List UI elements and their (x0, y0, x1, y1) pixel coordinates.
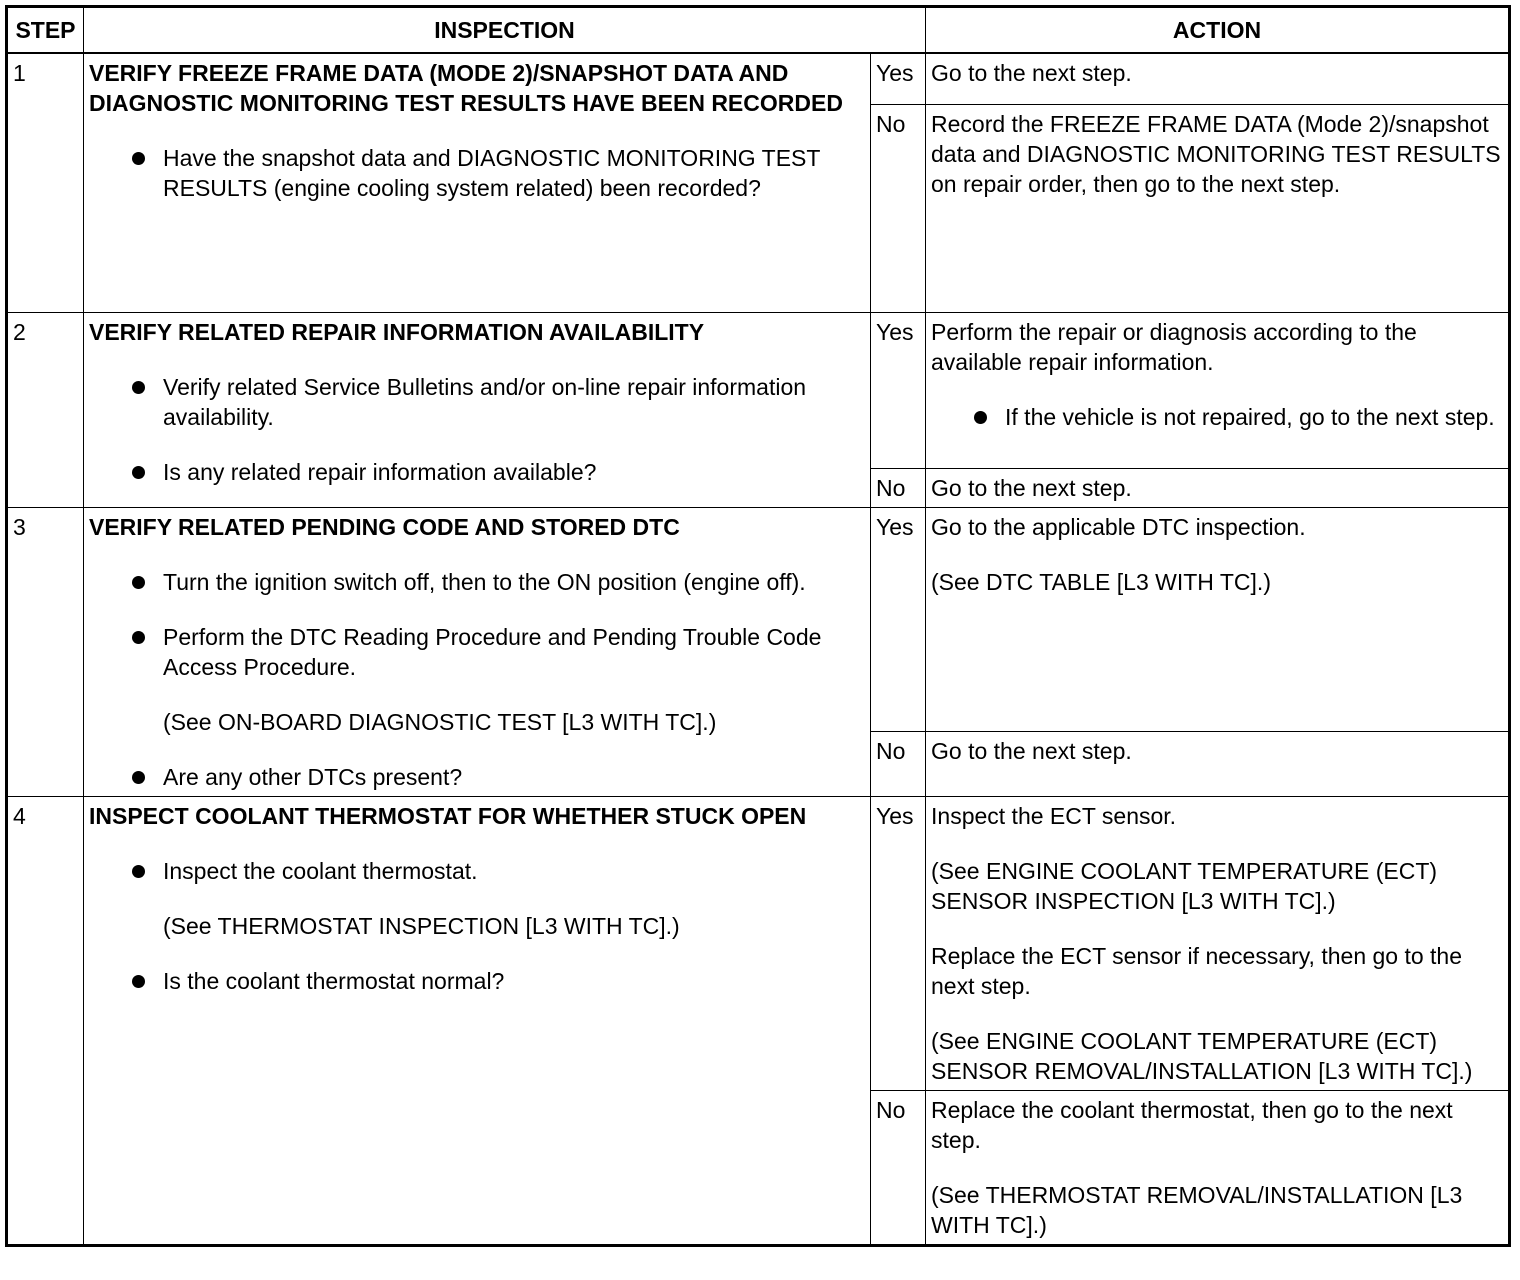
step-3-yes-ref: (See DTC TABLE [L3 WITH TC].) (931, 569, 1271, 595)
step-2-yes-bullet: If the vehicle is not repaired, go to the next step. (931, 402, 1503, 432)
step-3-bullet-2: Perform the DTC Reading Procedure and Pending Trouble Code Access Procedure. (89, 622, 865, 682)
step-4-yes-action-2: Replace the ECT sensor if necessary, then go to the next step. (931, 943, 1463, 999)
step-3-yes-action: Go to the applicable DTC inspection. (931, 514, 1306, 540)
step-4-yes-label: Yes (871, 797, 926, 1091)
step-2-number: 2 (7, 313, 84, 508)
step-4-yes-ref-2: (See ENGINE COOLANT TEMPERATURE (ECT) SENSOR REMOVAL/INSTALLATION [L3 WITH TC].) (931, 1028, 1473, 1084)
step-3-no-action: Go to the next step. (926, 732, 1510, 797)
step-4-no-action-cell (926, 1091, 1510, 1246)
step-4-yes-action: Inspect the ECT sensor. (931, 803, 1177, 829)
step-1-bullet-1: Have the snapshot data and DIAGNOSTIC MONITORING TEST RESULTS (engine cooling system related) been recorded? (89, 143, 865, 203)
step-3-yes-label: Yes (871, 508, 926, 732)
step-3-inspection (84, 508, 871, 797)
step-4-bullet-2: Is the coolant thermostat normal? (89, 966, 865, 996)
step-2-yes-label: Yes (871, 313, 926, 469)
step-4-inspection (84, 797, 871, 1246)
step-3-bullet-3: Are any other DTCs present? (89, 762, 865, 792)
step-1-no-action: Record the FREEZE FRAME DATA (Mode 2)/snapshot data and DIAGNOSTIC MONITORING TEST RESULTS on repair order, then go to the next step. (926, 105, 1510, 313)
step-1-yes-label: Yes (871, 53, 926, 105)
step-3-no-label: No (871, 732, 926, 797)
step-4-note: (See THERMOSTAT INSPECTION [L3 WITH TC].) (163, 913, 680, 939)
step-3-note: (See ON-BOARD DIAGNOSTIC TEST [L3 WITH TC].) (163, 709, 717, 735)
step-3-number: 3 (7, 508, 84, 797)
step-1-no-label: No (871, 105, 926, 313)
step-2-title: VERIFY RELATED REPAIR INFORMATION AVAILABILITY (89, 319, 705, 345)
step-4-no-label: No (871, 1091, 926, 1246)
step-1-yes-row (7, 53, 1510, 105)
step-4-yes-row (7, 797, 1510, 1091)
diagnostic-table (5, 5, 1511, 1247)
step-4-no-action: Replace the coolant thermostat, then go to the next step. (931, 1097, 1453, 1153)
step-2-inspection (84, 313, 871, 508)
step-4-yes-action-cell (926, 797, 1510, 1091)
header-step: STEP (7, 7, 84, 54)
step-3-title: VERIFY RELATED PENDING CODE AND STORED DTC (89, 514, 680, 540)
step-3-yes-row (7, 508, 1510, 732)
step-3-bullet-1: Turn the ignition switch off, then to the ON position (engine off). (89, 567, 865, 597)
step-1-yes-action: Go to the next step. (926, 53, 1510, 105)
step-1-number: 1 (7, 53, 84, 313)
step-4-bullet-1: Inspect the coolant thermostat. (89, 856, 865, 886)
step-1-title: VERIFY FREEZE FRAME DATA (MODE 2)/SNAPSHOT DATA AND DIAGNOSTIC MONITORING TEST RESULTS HAVE BEEN RECORDED (89, 60, 843, 116)
step-2-no-action: Go to the next step. (926, 469, 1510, 508)
step-4-number: 4 (7, 797, 84, 1246)
step-4-no-ref: (See THERMOSTAT REMOVAL/INSTALLATION [L3 WITH TC].) (931, 1182, 1463, 1238)
step-4-yes-ref-1: (See ENGINE COOLANT TEMPERATURE (ECT) SENSOR INSPECTION [L3 WITH TC].) (931, 858, 1438, 914)
step-2-bullet-2: Is any related repair information available? (89, 457, 865, 487)
step-2-yes-action: Perform the repair or diagnosis according to the available repair information. (931, 319, 1417, 375)
step-1-inspection (84, 53, 871, 313)
step-2-yes-row (7, 313, 1510, 469)
step-2-bullet-1: Verify related Service Bulletins and/or on-line repair information availability. (89, 372, 865, 432)
step-4-title: INSPECT COOLANT THERMOSTAT FOR WHETHER STUCK OPEN (89, 803, 807, 829)
step-3-yes-action-cell (926, 508, 1510, 732)
header-inspection: INSPECTION (84, 7, 926, 54)
header-action: ACTION (926, 7, 1510, 54)
step-2-no-label: No (871, 469, 926, 508)
step-2-yes-action-cell (926, 313, 1510, 469)
header-row (7, 7, 1510, 54)
